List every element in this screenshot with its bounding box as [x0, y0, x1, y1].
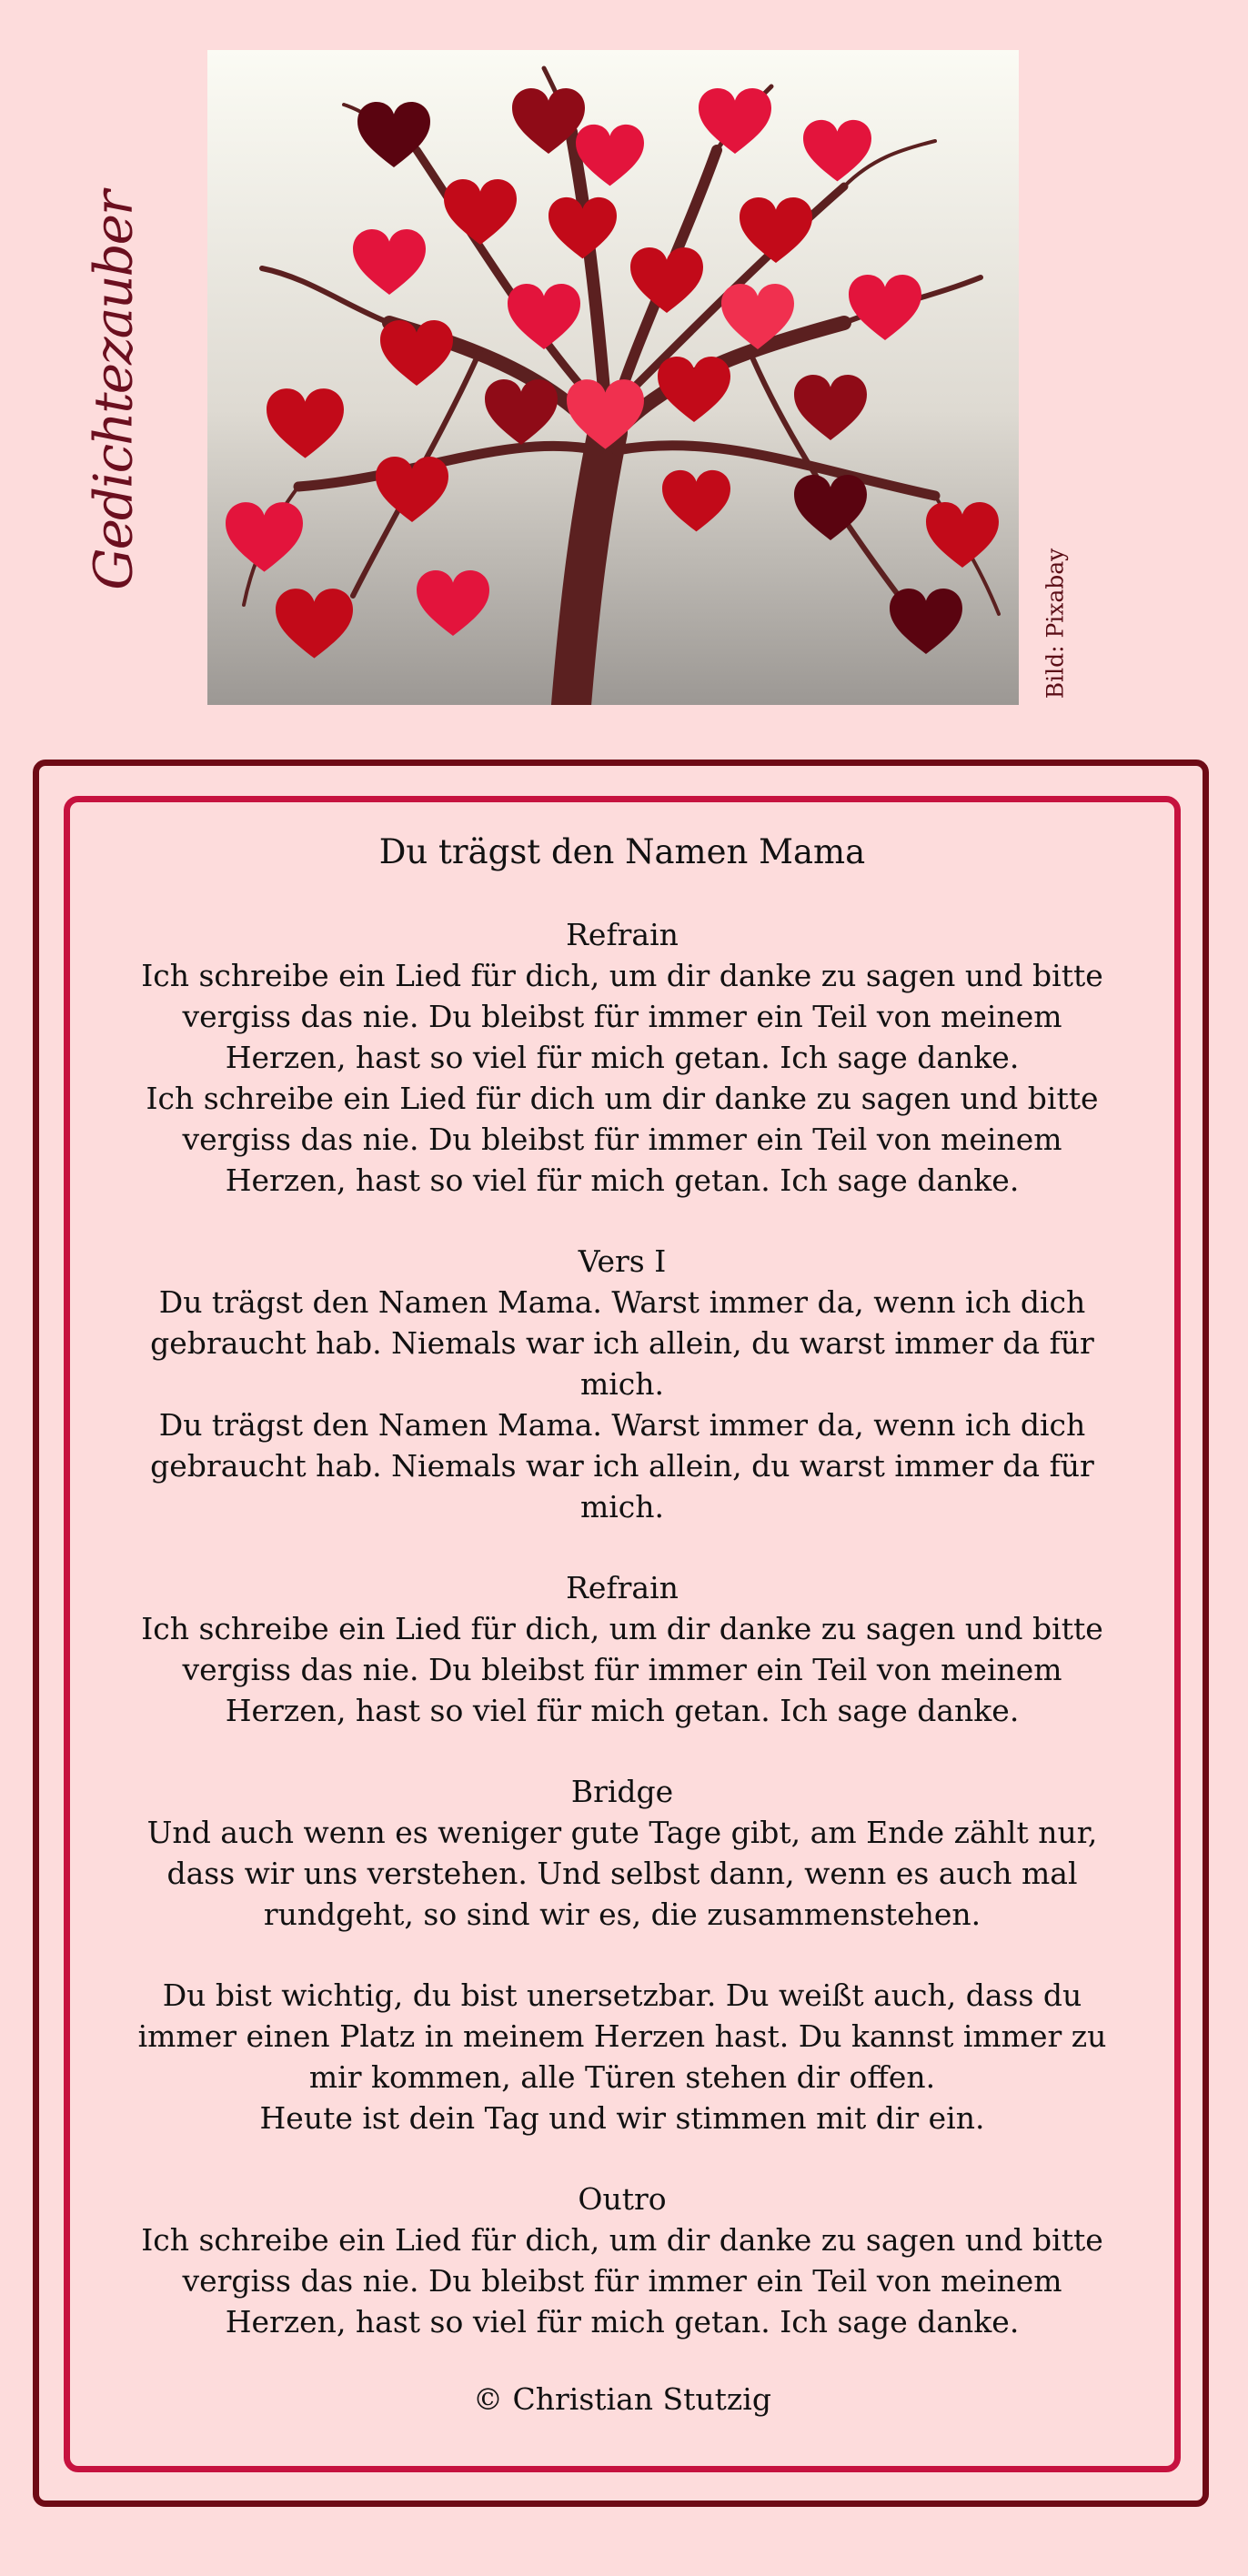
poem-line: Heute ist dein Tag und wir stimmen mit dir ein.: [259, 2100, 985, 2136]
stanza-heading: Bridge: [570, 1774, 674, 1809]
poem-body: [70, 914, 1174, 2342]
poem-frame: [64, 796, 1181, 2472]
poem-line: vergiss das nie. Du bleibst für immer ein Teil von meinem: [182, 999, 1062, 1034]
poem-line: mir kommen, alle Türen stehen dir offen.: [308, 2059, 936, 2095]
poem-line: Ich schreibe ein Lied für dich, um dir danke zu sagen und bitte: [141, 1611, 1103, 1646]
poem-line: vergiss das nie. Du bleibst für immer ein Teil von meinem: [182, 1122, 1062, 1157]
poem-line: Ich schreibe ein Lied für dich, um dir danke zu sagen und bitte: [141, 958, 1103, 993]
poem-line: Ich schreibe ein Lied für dich um dir danke zu sagen und bitte: [146, 1081, 1099, 1116]
stanza: [70, 1771, 1174, 1935]
poem-line: gebraucht hab. Niemals war ich allein, du warst immer da für: [150, 1448, 1094, 1484]
poem-line: mich.: [579, 1366, 665, 1402]
poem-line: rundgeht, so sind wir es, die zusammenstehen.: [263, 1897, 981, 1932]
poem-line: Und auch wenn es weniger gute Tage gibt, am Ende zählt nur,: [146, 1815, 1098, 1850]
stanza: [70, 1567, 1174, 1731]
poem-line: Herzen, hast so viel für mich getan. Ich sage danke.: [225, 1162, 1020, 1198]
poem-line: immer einen Platz in meinem Herzen hast. Du kannst immer zu: [137, 2018, 1107, 2054]
stanza-heading: Refrain: [566, 917, 679, 952]
poem-line: gebraucht hab. Niemals war ich allein, du warst immer da für: [150, 1325, 1094, 1361]
poem-line: Du trägst den Namen Mama. Warst immer da, wenn ich dich: [158, 1284, 1086, 1320]
poem-line: Herzen, hast so viel für mich getan. Ich sage danke.: [225, 2304, 1020, 2340]
stanza: [70, 1975, 1174, 2138]
poem-title: Du trägst den Namen Mama: [378, 832, 866, 871]
stanza-heading: Refrain: [566, 1570, 679, 1605]
stanza: [70, 1241, 1174, 1527]
poem-line: Herzen, hast so viel für mich getan. Ich sage danke.: [225, 1693, 1020, 1728]
image-credit-text: Bild: Pixabay: [1042, 548, 1069, 699]
signature-text: Gedichtezauber: [83, 192, 146, 590]
heart-tree-image: [207, 50, 1019, 705]
poem-line: mich.: [579, 1489, 665, 1524]
copyright-line: © Christian Stutzig: [473, 2381, 771, 2417]
poem-line: dass wir uns verstehen. Und selbst dann, wenn es auch mal: [166, 1856, 1078, 1891]
stanza-heading: Outro: [578, 2181, 667, 2217]
poem-line: vergiss das nie. Du bleibst für immer ein Teil von meinem: [182, 1652, 1062, 1687]
poem-line: Herzen, hast so viel für mich getan. Ich sage danke.: [225, 1040, 1020, 1075]
signature-logo: [55, 192, 173, 590]
stanza-heading: Vers I: [578, 1243, 667, 1279]
poem-line: Du bist wichtig, du bist unersetzbar. Du weißt auch, dass du: [162, 1977, 1082, 2013]
poem-line: vergiss das nie. Du bleibst für immer ein Teil von meinem: [182, 2263, 1062, 2299]
poem-line: Du trägst den Namen Mama. Warst immer da, wenn ich dich: [158, 1407, 1086, 1443]
stanza: [70, 2179, 1174, 2342]
poem-line: Ich schreibe ein Lied für dich, um dir danke zu sagen und bitte: [141, 2222, 1103, 2258]
image-credit: [1028, 537, 1082, 709]
stanza: [70, 914, 1174, 1201]
